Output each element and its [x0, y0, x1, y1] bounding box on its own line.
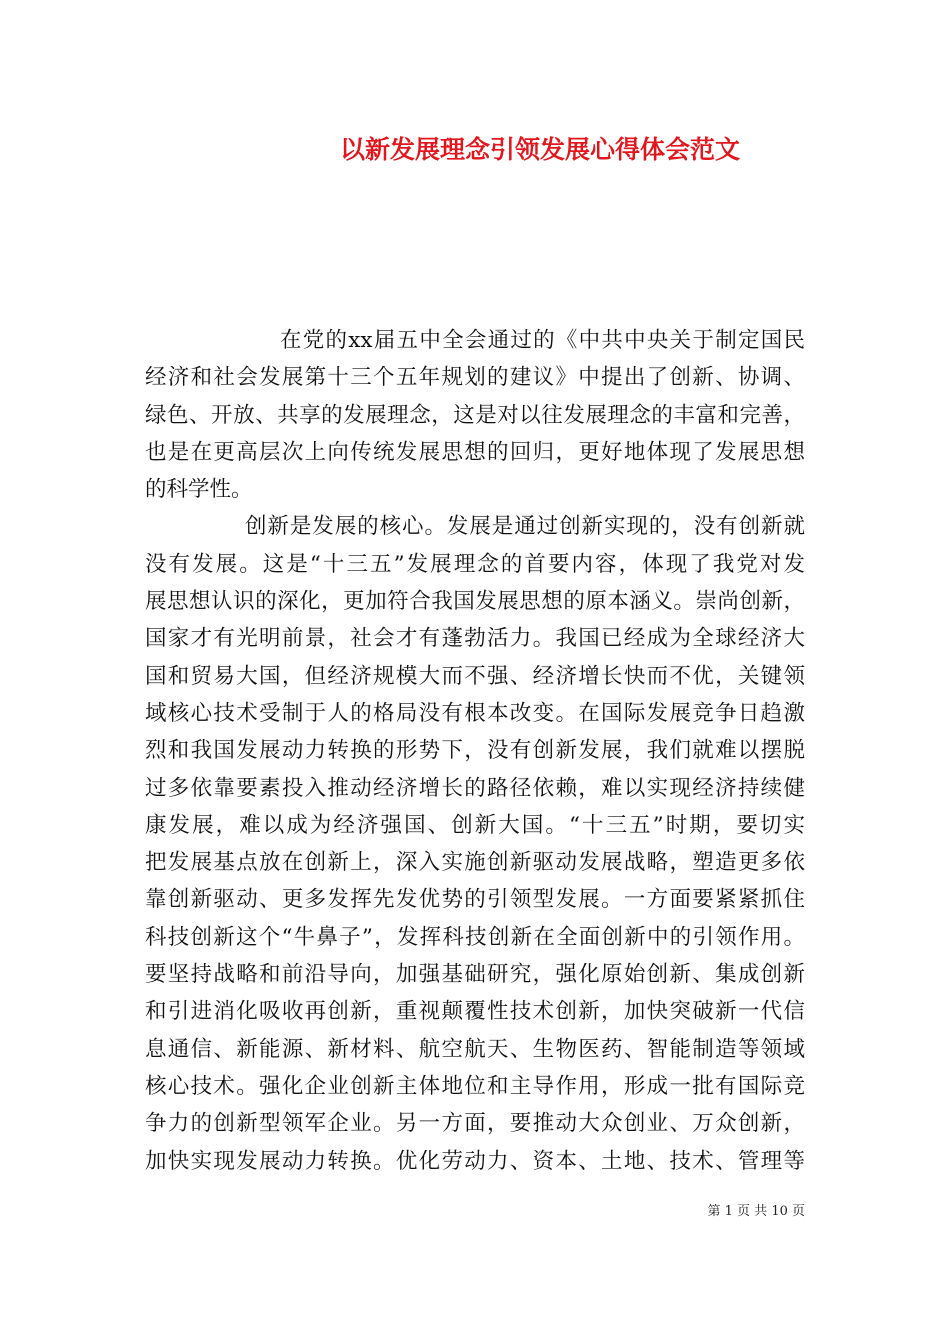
- paragraph-line: 的科学性。: [145, 477, 253, 503]
- page-number-footer: 第 1 页 共 10 页: [707, 1204, 805, 1219]
- paragraph-line: 绿色、开放、共享的发展理念，这是对以往发展理念的丰富和完善，: [145, 402, 805, 428]
- paragraph-line: 要坚持战略和前沿导向，加强基础研究，强化原始创新、集成创新: [145, 962, 805, 988]
- paragraph-2: [145, 508, 805, 1179]
- paragraph-line: 没有发展。这是“十三五”发展理念的首要内容，体现了我党对发: [145, 551, 805, 577]
- paragraph-line: 和引进消化吸收再创新，重视颠覆性技术创新，加快突破新一代信: [145, 999, 805, 1025]
- paragraph-line: 展思想认识的深化，更加符合我国发展思想的原本涵义。崇尚创新，: [145, 589, 805, 615]
- paragraph-line: 经济和社会发展第十三个五年规划的建议》中提出了创新、协调、: [145, 365, 805, 391]
- paragraph-line: 息通信、新能源、新材料、航空航天、生物医药、智能制造等领域: [145, 1036, 805, 1062]
- paragraph-1: [145, 322, 805, 508]
- paragraph-line: 康发展，难以成为经济强国、创新大国。“十三五”时期，要切实: [145, 812, 805, 838]
- paragraph-line: 国和贸易大国，但经济规模大而不强、经济增长快而不优，关键领: [145, 663, 805, 689]
- paragraph-line: 创新是发展的核心。发展是通过创新实现的，没有创新就: [245, 514, 805, 540]
- paragraph-line: 烈和我国发展动力转换的形势下，没有创新发展，我们就难以摆脱: [145, 738, 805, 764]
- paragraph-line: 靠创新驱动、更多发挥先发优势的引领型发展。一方面要紧紧抓住: [145, 887, 805, 913]
- paragraph-line: 科技创新这个“牛鼻子”，发挥科技创新在全面创新中的引领作用。: [145, 924, 805, 950]
- paragraph-line: 域核心技术受制于人的格局没有根本改变。在国际发展竞争日趋激: [145, 700, 805, 726]
- paragraph-line: 国家才有光明前景，社会才有蓬勃活力。我国已经成为全球经济大: [145, 626, 805, 652]
- paragraph-line: 过多依靠要素投入推动经济增长的路径依赖，难以实现经济持续健: [145, 775, 805, 801]
- paragraph-line: 把发展基点放在创新上，深入实施创新驱动发展战略，塑造更多依: [145, 850, 805, 876]
- document-body: [145, 322, 805, 1180]
- document-title: 以新发展理念引领发展心得体会范文: [339, 135, 740, 164]
- paragraph-line: 在党的xx届五中全会通过的《中共中央关于制定国民: [280, 328, 805, 353]
- paragraph-line: 也是在更高层次上向传统发展思想的回归，更好地体现了发展思想: [145, 439, 805, 465]
- paragraph-line: 加快实现发展动力转换。优化劳动力、资本、土地、技术、管理等: [145, 1148, 805, 1174]
- paragraph-line: 核心技术。强化企业创新主体地位和主导作用，形成一批有国际竞: [145, 1073, 805, 1099]
- paragraph-line: 争力的创新型领军企业。另一方面，要推动大众创业、万众创新，: [145, 1111, 805, 1137]
